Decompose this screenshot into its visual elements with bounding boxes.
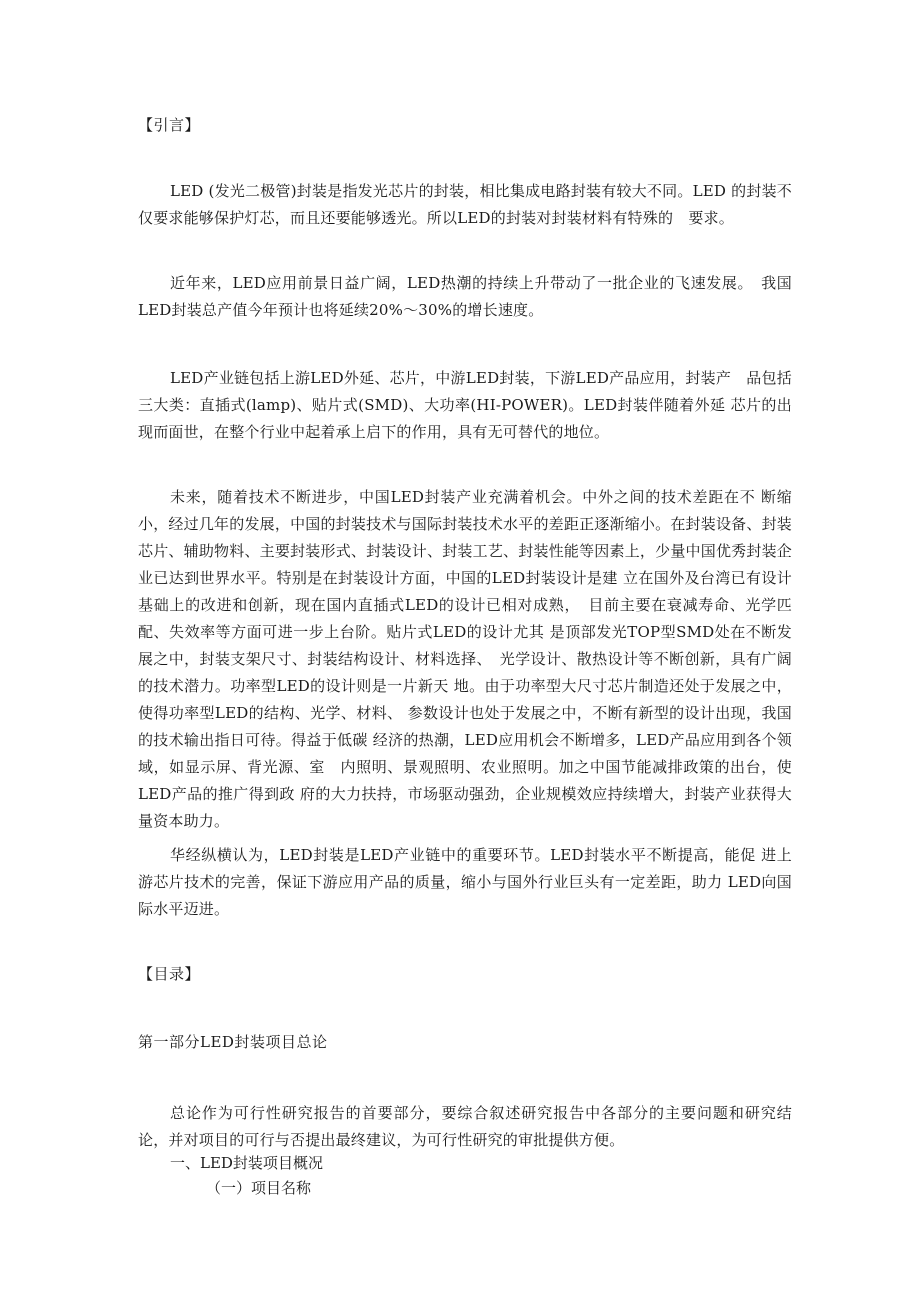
toc-heading: 【目录】 [138, 965, 201, 983]
paragraph-future: 未来，随着技术不断进步，中国LED封装产业充满着机会。中外之间的技术差距在不 断缩小，经过几年的发展，中国的封装技术与国际封装技术水平的差距正逐渐缩小。在封装设备、封装芯片、辅助物料、主要封装形式、封装设计、封装工艺、封装性能等因素上，少量中国优秀封装企业已达到世界水平。特别是在封装设计方面，中国的LED封装设计是建 立在国外及台湾已有设计基础上的改进和创新，现在国内直插式LED的设计已相对成熟， 目前主要在衰减寿命、光学匹配、失效率等方面可进一步上台阶。贴片式LED的设计尤其 是顶部发光TOP型SMD处在不断发展之中，封装支架尺寸、封装结构设计、材料选择、 光学设计、散热设计等不断创新，具有广阔的技术潜力。功率型LED的设计则是一片新天 地。由于功率型大尺寸芯片制造还处于发展之中，使得功率型LED的结构、光学、材料、 参数设计也处于发展之中，不断有新型的设计出现，我国的技术输出指日可待。得益于低碳 经济的热潮，LED应用机会不断增多，LED产品应用到各个领域，如显示屏、背光源、室 内照明、景观照明、农业照明。加之中国节能减排政策的出台，使LED产品的推广得到政 府的大力扶持，市场驱动强劲，企业规模效应持续增大，封装产业获得大量资本助力。 [138, 488, 792, 830]
section-heading: 一、LED封装项目概况 [170, 1154, 323, 1172]
paragraph-conclusion: 华经纵横认为，LED封装是LED产业链中的重要环节。LED封装水平不断提高，能促 进上游芯片技术的完善，保证下游应用产品的质量，缩小与国外行业巨头有一定差距，助力 LED向国际水平迈进。 [138, 846, 792, 918]
intro-heading: 【引言】 [138, 116, 201, 134]
paragraph-industry-chain: LED产业链包括上游LED外延、芯片，中游LED封装，下游LED产品应用，封装产 品包括三大类：直插式(lamp)、贴片式(SMD)、大功率(HI-POWER)。LED封装伴随着外延 芯片的出现而面世，在整个行业中起着承上启下的作用，具有无可替代的地位。 [138, 369, 792, 441]
summary-paragraph: 总论作为可行性研究报告的首要部分，要综合叙述研究报告中各部分的主要问题和研究结论，并对项目的可行与否提出最终建议，为可行性研究的审批提供方便。 [138, 1104, 792, 1149]
part-title: 第一部分LED封装项目总论 [138, 1033, 328, 1051]
subsection-heading: （一）项目名称 [206, 1179, 312, 1197]
paragraph-recent-years: 近年来，LED应用前景日益广阔，LED热潮的持续上升带动了一批企业的飞速发展。 我国LED封装总产值今年预计也将延续20%～30%的增长速度。 [138, 274, 792, 319]
paragraph-led-definition: LED (发光二极管)封装是指发光芯片的封装，相比集成电路封装有较大不同。LED 的封装不仅要求能够保护灯芯，而且还要能够透光。所以LED的封装对封装材料有特殊的 要求。 [138, 182, 792, 227]
